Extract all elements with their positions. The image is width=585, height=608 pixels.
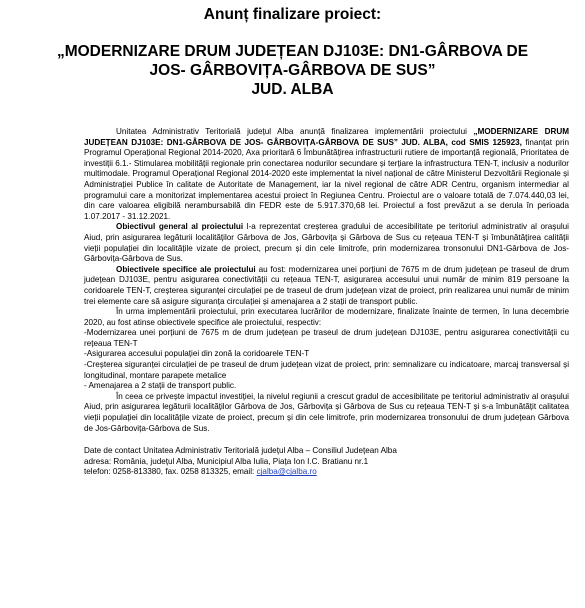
results-item: -Creșterea siguranței circulației de pe traseul de drum județean vizat de proiect, prin: semnalizare cu indicatoare, marcaj transversal și longitudinal, montare parapete metalice bbox=[84, 360, 569, 380]
project-title-line-2: JOS- GÂRBOVIȚA-GÂRBOVA DE SUS” bbox=[149, 62, 436, 79]
intro-paragraph bbox=[84, 127, 569, 222]
specific-objectives-paragraph bbox=[84, 265, 569, 307]
announcement-title: Anunț finalizare proiect: bbox=[203, 6, 382, 23]
results-intro: În urma implementării proiectului, prin executarea lucrărilor de modernizare, finalizate înainte de termen, în luna decembrie 2020, au fost atinse obiectivele specifice ale proiectului, respectiv: bbox=[84, 307, 569, 327]
contact-phone bbox=[84, 467, 569, 478]
contact-line: Date de contact Unitatea Administrativ Teritorială județul Alba – Consiliul Județean Alba bbox=[84, 446, 397, 456]
email-link[interactable]: cjalba@cjalba.ro bbox=[256, 467, 317, 477]
results-item: - Amenajarea a 2 stații de transport public. bbox=[84, 381, 237, 391]
general-objective-label: Obiectivul general al proiectului bbox=[116, 222, 244, 232]
contact-block bbox=[84, 446, 569, 478]
contact-phone-text: telefon: 0258-813380, fax. 0258 813325, email: bbox=[84, 467, 257, 477]
project-title-line-1: „MODERNIZARE DRUM JUDEȚEAN DJ103E: DN1-GÂRBOVA DE bbox=[56, 43, 529, 60]
contact-address: adresa: România, județul Alba, Municipiul Alba Iulia, Piața Ion I.C. Bratianu nr.1 bbox=[84, 456, 369, 466]
general-objective-paragraph bbox=[84, 222, 569, 264]
project-title-line-3: JUD. ALBA bbox=[251, 81, 334, 98]
results-item: -Asigurarea accesului populației din zonă la coridoarele TEN-T bbox=[84, 349, 310, 359]
intro-text: finanțat prin Programul Operațional Regional 2014-2020, Axa prioritară 6 Îmbunătățirea infrastructurii rutiere de importanță regională, Prioritatea de investiții 6.1.- Stimularea mobilității regionale prin conectarea nodurilor secundare și terțiare la infrastructura TEN-T, inclusiv a nodurilor multimodale. Programul Operațional Regional 2014-2020 este implementat la nivel național de către Ministerul Dezvoltării Regionale și Administrației Publice în calitate de Autoritate de Management, iar la nivel regional de către ADR Centru, organism intermediar al programului care a monitorizat implementarea acestui proiect în Regiunea Centru. Proiectul are o valoare totală de 7.074.440,03 lei, din care valoarea eligibilă nerambursabilă din FEDR este de 5.917.370,68 lei. Proiectul a fost prevăzut a se derula în perioada 1.07.2017 - 31.12.2021. bbox=[84, 137, 569, 221]
specific-objectives-label: Obiectivele specifice ale proiectului bbox=[116, 264, 256, 274]
general-objective-text: l-a reprezentat creșterea gradului de accesibilitate pe teritoriul administrativ al orașului Aiud, prin asigurarea legăturii localităților Gârbova de Jos, Gârbovița și Gârbova de Sus cu rețeaua TEN-T și îmbunătățirea calității vieții populației din localitățile vizate de proiect, precum și din cele limitrofe, prin modernizarea tronsonului DN1-Gârbova de Jos-Gârbovița-Gârbova de Sus. bbox=[84, 222, 569, 264]
impact-paragraph: În ceea ce privește impactul investiției, la nivelul regiunii a crescut gradul de accesibilitate pe teritoriul administrativ al orașului Aiud, prin asigurarea legăturii localităților Gârbova de Jos, Gârbovița și Gârbova de Sus cu rețeaua TEN-T și s-a îmbunătățit calitatea vieții populației din localitățile vizate de proiect, precum și din cele limitrofe, prin modernizarea tronsonului de drum județean Gârbova de Jos-Gârbovița-Gârbova de Sus. bbox=[84, 391, 569, 433]
specific-objectives-text: au fost: modernizarea unei porțiuni de 7675 m de drum județean pe traseul de drum județean DJ103E, pentru asigurarea conectivității cu rețeaua TEN-T, asigurarea accesului unui număr de minim 819 persoane la coridoarele TEN-T, creșterea siguranței circulației pe de traseul de drum județean vizat de proiect, prin realizarea unui număr de minim trei elemente care să asigure siguranța circulației și amenajarea a 2 stații de transport public. bbox=[84, 264, 569, 306]
intro-project-name: „MODERNIZARE DRUM JUDEȚEAN DJ103E: DN1-GÂRBOVA DE JOS- GÂRBOVIȚA-GÂRBOVA DE SUS” JUD. ALBA, cod SMIS 125923, bbox=[84, 127, 569, 147]
results-item: -Modernizarea unei porțiuni de 7675 m de drum județean pe traseul de drum județean DJ103E, pentru asigurarea conectivității cu rețeaua TEN-T bbox=[84, 328, 569, 348]
intro-lead: Unitatea Administrativ Teritorială județul Alba anunță finalizarea implementării proiectului bbox=[116, 127, 474, 136]
project-title bbox=[20, 42, 565, 99]
announcement-body bbox=[84, 127, 569, 478]
